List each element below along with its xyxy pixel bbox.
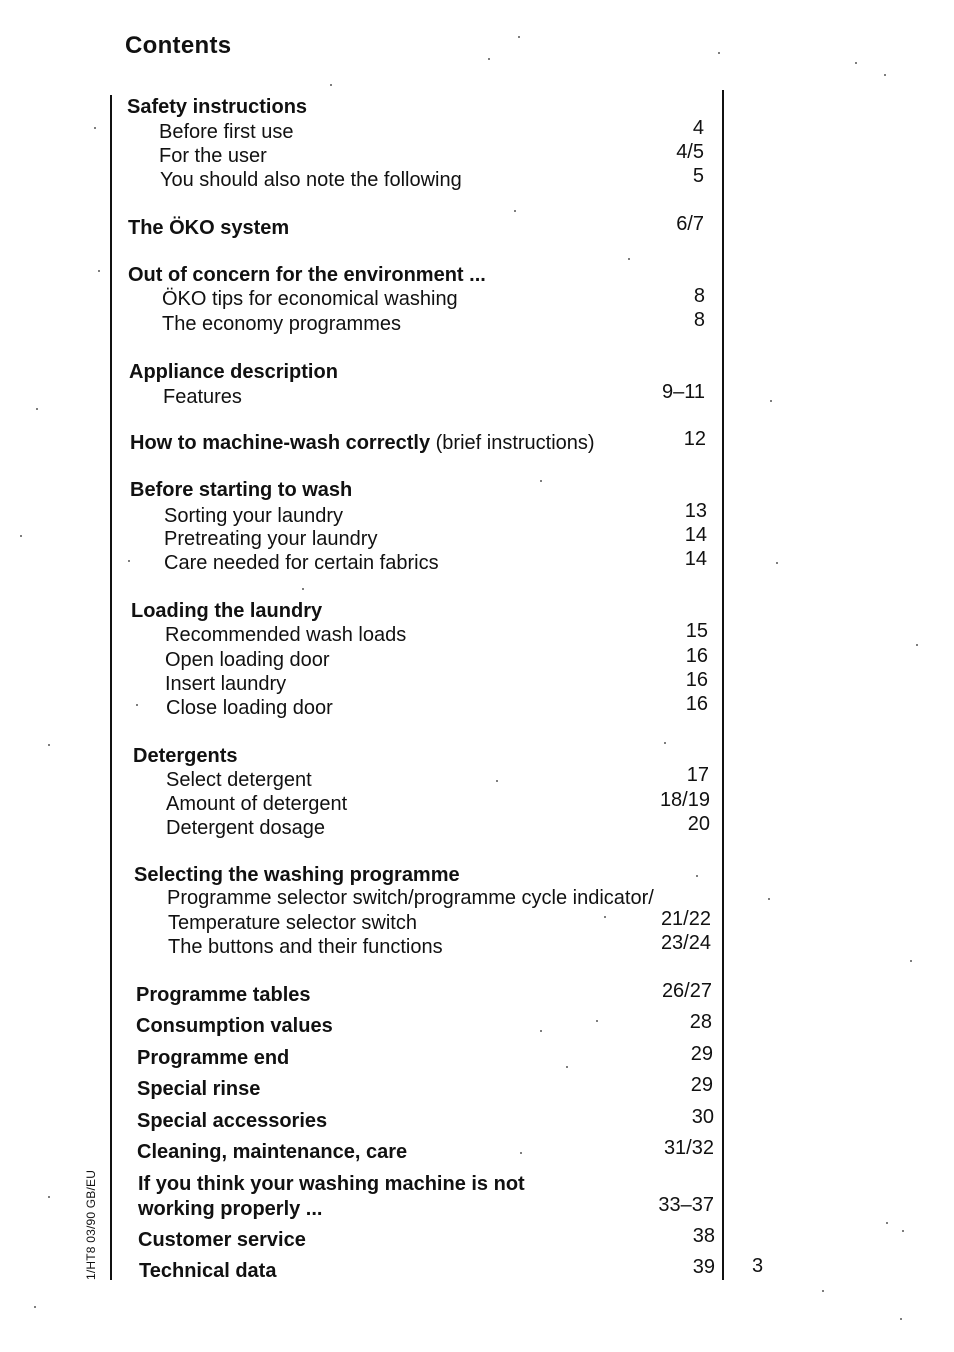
toc-page-number: 29: [690, 1043, 713, 1065]
scan-speck: [540, 480, 542, 482]
toc-page-number: 28: [689, 1011, 712, 1033]
scan-speck: [136, 704, 138, 706]
scan-speck: [855, 62, 857, 64]
toc-heading[interactable]: Consumption values: [136, 1015, 333, 1037]
toc-page-number: 17: [686, 764, 709, 786]
scan-speck: [768, 898, 770, 900]
toc-page-number: 4: [692, 117, 704, 139]
toc-entry[interactable]: Insert laundry: [165, 673, 287, 695]
toc-page-number: 26/27: [661, 980, 712, 1002]
scan-speck: [540, 1030, 542, 1032]
toc-page-number: 13: [684, 500, 707, 522]
toc-page-number: 9–11: [661, 381, 705, 403]
toc-heading[interactable]: Appliance description: [129, 361, 338, 383]
toc-heading[interactable]: working properly ...: [138, 1198, 323, 1220]
toc-page-number: 5: [692, 165, 704, 187]
scan-speck: [884, 74, 886, 76]
scan-speck: [34, 1306, 36, 1308]
scan-speck: [566, 1066, 568, 1068]
toc-page-number: 23/24: [660, 932, 711, 954]
toc-entry[interactable]: Close loading door: [166, 697, 333, 719]
toc-entry[interactable]: You should also note the following: [160, 169, 462, 191]
scan-speck: [664, 742, 666, 744]
toc-entry[interactable]: ÖKO tips for economical washing: [162, 288, 458, 310]
toc-heading-note: (brief instructions): [435, 432, 595, 454]
scan-speck: [902, 1230, 904, 1232]
toc-page-number: 31/32: [663, 1137, 714, 1159]
toc-heading: How to machine-wash correctly: [130, 432, 431, 454]
toc-heading[interactable]: Safety instructions: [127, 96, 308, 118]
scan-speck: [916, 644, 918, 646]
scan-speck: [770, 400, 772, 402]
scan-speck: [628, 258, 630, 260]
toc-page-number: 4/5: [676, 141, 704, 163]
scan-speck: [98, 270, 100, 272]
toc-heading[interactable]: Special accessories: [137, 1110, 328, 1132]
toc-entry[interactable]: The buttons and their functions: [168, 936, 443, 958]
scan-speck: [20, 535, 22, 537]
toc-page-number: 14: [684, 524, 707, 546]
toc-page-number: 12: [683, 428, 706, 450]
toc-entry[interactable]: Select detergent: [166, 769, 312, 791]
toc-page-number: 14: [684, 548, 707, 570]
scan-speck: [596, 1020, 598, 1022]
toc-entry[interactable]: Detergent dosage: [166, 817, 326, 839]
scan-speck: [822, 1290, 824, 1292]
scan-speck: [776, 562, 778, 564]
toc-heading[interactable]: Special rinse: [137, 1078, 261, 1100]
scan-speck: [900, 1318, 902, 1320]
toc-heading[interactable]: Before starting to wash: [130, 479, 353, 501]
toc-page-number: 15: [685, 620, 708, 642]
scan-speck: [94, 127, 96, 129]
toc-page-number: 18/19: [659, 789, 710, 811]
scan-speck: [488, 58, 490, 60]
toc-entry[interactable]: Amount of detergent: [166, 793, 348, 815]
scan-speck: [604, 916, 606, 918]
scan-speck: [302, 588, 304, 590]
scan-speck: [718, 52, 720, 54]
toc-page-number: 33–37: [658, 1194, 714, 1216]
toc-heading[interactable]: Out of concern for the environment ...: [128, 264, 486, 286]
scan-speck: [48, 744, 50, 746]
toc-heading[interactable]: Detergents: [133, 745, 238, 767]
toc-page-number: 38: [692, 1225, 715, 1247]
toc-entry[interactable]: Programme selector switch/programme cycle indicator/: [167, 887, 654, 909]
toc-heading[interactable]: Selecting the washing programme: [134, 864, 460, 886]
toc-entry[interactable]: Features: [163, 386, 242, 408]
document-code: 1/HT8 03/90 GB/EU: [84, 1169, 98, 1280]
toc-entry[interactable]: The economy programmes: [162, 313, 401, 335]
scan-speck: [128, 560, 130, 562]
toc-page-number: 29: [690, 1074, 713, 1096]
toc-heading-line[interactable]: [130, 431, 595, 455]
toc-page-number: 39: [692, 1256, 715, 1278]
toc-entry[interactable]: Pretreating your laundry: [164, 528, 378, 550]
toc-entry[interactable]: Sorting your laundry: [164, 505, 343, 527]
toc-entry[interactable]: Recommended wash loads: [165, 624, 407, 646]
toc-page-number: 16: [685, 645, 708, 667]
toc-page-number: 30: [691, 1106, 714, 1128]
toc-heading[interactable]: Technical data: [139, 1260, 277, 1282]
toc-page-number: 20: [687, 813, 710, 835]
scan-speck: [520, 1152, 522, 1154]
toc-heading[interactable]: If you think your washing machine is not: [138, 1173, 525, 1195]
toc-heading[interactable]: Cleaning, maintenance, care: [137, 1141, 408, 1163]
scan-speck: [48, 1196, 50, 1198]
toc-entry[interactable]: Care needed for certain fabrics: [164, 552, 439, 574]
toc-heading[interactable]: Loading the laundry: [131, 600, 323, 622]
scan-speck: [514, 210, 516, 212]
toc-heading[interactable]: Customer service: [138, 1229, 306, 1251]
page-number: 3: [752, 1255, 764, 1277]
scan-speck: [330, 84, 332, 86]
toc-entry[interactable]: Open loading door: [165, 649, 330, 671]
toc-heading[interactable]: Programme tables: [136, 984, 311, 1006]
scan-speck: [886, 1222, 888, 1224]
page-title: Contents: [125, 32, 232, 59]
scan-speck: [518, 36, 520, 38]
toc-page-number: 16: [685, 669, 708, 691]
toc-heading[interactable]: Programme end: [137, 1047, 290, 1069]
scan-speck: [36, 408, 38, 410]
toc-entry[interactable]: Temperature selector switch: [168, 912, 417, 934]
toc-page-number: 21/22: [660, 908, 711, 930]
toc-heading[interactable]: The ÖKO system: [128, 217, 290, 239]
toc-page-number: 16: [685, 693, 708, 715]
toc-entry[interactable]: For the user: [159, 145, 267, 167]
toc-page-number: 8: [693, 285, 705, 307]
scan-speck: [496, 780, 498, 782]
toc-entry[interactable]: Before first use: [159, 121, 294, 143]
toc-page-number: 6/7: [676, 213, 704, 235]
scan-speck: [910, 960, 912, 962]
scan-speck: [696, 875, 698, 877]
toc-page-number: 8: [693, 309, 705, 331]
